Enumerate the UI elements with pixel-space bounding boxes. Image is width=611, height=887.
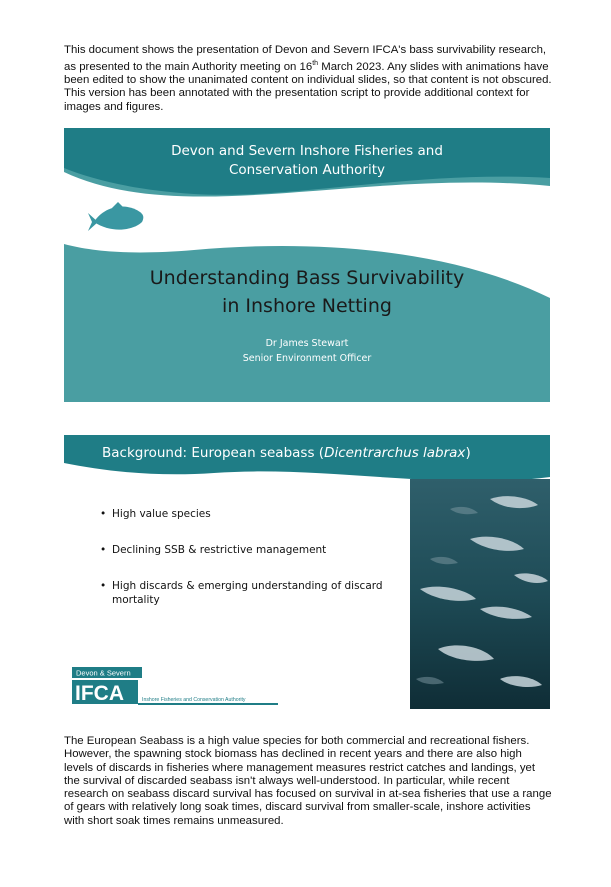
species-latin-name: Dicentrarchus labrax bbox=[324, 445, 466, 461]
slide1-title bbox=[64, 264, 550, 320]
intro-superscript: th bbox=[312, 60, 319, 68]
slide2-title-suffix: ) bbox=[465, 445, 471, 461]
slide1-author-block bbox=[64, 336, 550, 366]
logo-acronym-text: IFCA bbox=[75, 682, 124, 705]
slide1-header-line1: Devon and Severn Inshore Fisheries and bbox=[171, 143, 443, 159]
slide2-title-prefix: Background: European seabass ( bbox=[102, 445, 325, 461]
bullet-item bbox=[100, 543, 390, 557]
bullet-text: High value species bbox=[112, 508, 211, 520]
slide2-script-caption: The European Seabass is a high value species for both commercial and recreational fishers. However, the spawning stock biomass has declined in recent years and there are also high levels of discards in fisheries where management measures restrict catches and landings, yet the survival of discarded seabass isn't always well-understood. In particular, while recent research on seabass discard survival has focused on survival in at-sea fisheries that use a range of gears with relatively long soak times, discard survival from smaller-scale, inshore activities with short soak times remains unmeasured. bbox=[64, 735, 552, 827]
bullet-dot: • bbox=[100, 508, 107, 520]
intro-text-part1: This document shows the presentation of Devon and Severn IFCA's bass survivability research, as presented to the main Authority meeting on 16 bbox=[64, 44, 547, 73]
bullet-dot: • bbox=[100, 580, 107, 592]
slide2-title bbox=[102, 445, 471, 461]
bullet-item bbox=[100, 579, 390, 607]
ifca-logo bbox=[72, 667, 282, 705]
author-name: Dr James Stewart bbox=[265, 338, 349, 349]
logo-fullname-text: Inshore Fisheries and Conservation Authority bbox=[142, 697, 246, 703]
bullet-text: High discards & emerging understanding of discard mortality bbox=[112, 580, 383, 606]
slide1-title-line1: Understanding Bass Survivability bbox=[149, 267, 465, 289]
logo-region-text: Devon & Severn bbox=[76, 668, 131, 678]
author-role: Senior Environment Officer bbox=[242, 353, 372, 364]
slide1-header-line2: Conservation Authority bbox=[228, 162, 386, 178]
bullet-dot: • bbox=[100, 544, 107, 556]
bullet-list bbox=[100, 507, 390, 629]
background-slide bbox=[64, 435, 550, 709]
slide1-header bbox=[64, 142, 550, 180]
bullet-item bbox=[100, 507, 390, 521]
bullet-text: Declining SSB & restrictive management bbox=[112, 544, 327, 556]
slide1-title-line2: in Inshore Netting bbox=[222, 295, 392, 317]
title-slide bbox=[64, 128, 550, 402]
intro-paragraph bbox=[64, 44, 552, 114]
seabass-photo bbox=[410, 479, 550, 709]
intro-text-part2: March 2023. Any slides with animations have been edited to show the unanimated content on individual slides, so that content is not obscured. This version has been annotated with the presentation script to provide additional context for images and figures. bbox=[64, 61, 552, 113]
